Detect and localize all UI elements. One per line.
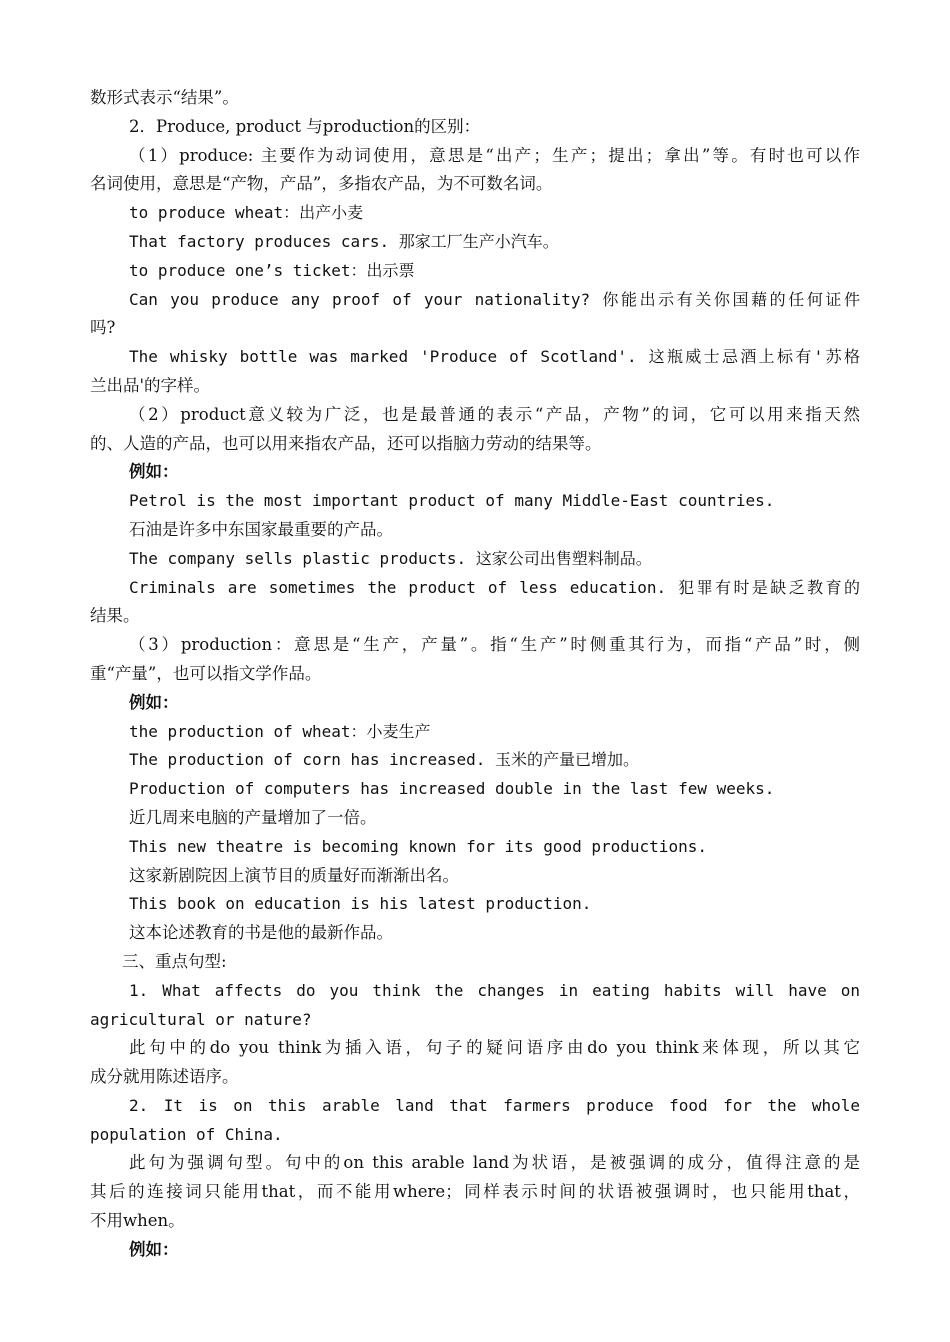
text-line: agricultural or nature?	[90, 1009, 312, 1029]
text-line: 数形式表示“结果”。	[90, 88, 239, 107]
text-line: 兰出品'的字样。	[90, 375, 211, 395]
text-line: 例如：	[129, 462, 179, 482]
text-line: to produce wheat：出产小麦	[129, 203, 364, 223]
text-line: to produce one’s ticket：出示票	[129, 260, 415, 280]
text-line: 近几周来电脑的产量增加了一倍。	[129, 807, 377, 827]
text-line: Production of computers has increased double in the last few weeks.	[129, 779, 775, 799]
text-line: （2）product意义较为广泛，也是最普通的表示“产品，产物”的词，它可以用来指天然	[129, 404, 860, 424]
text-line: 1. What affects do you think the changes in eating habits will have on	[129, 980, 860, 1000]
text-line: 例如：	[129, 692, 179, 712]
text-line: 2．Produce, product 与production的区别：	[129, 116, 481, 136]
text-line: The company sells plastic products. 这家公司出售塑料制品。	[129, 548, 652, 568]
text-line: The production of corn has increased. 玉米的产量已增加。	[129, 750, 640, 770]
text-line: That factory produces cars. 那家工厂生产小汽车。	[129, 231, 559, 251]
text-line: Can you produce any proof of your nationality? 你能出示有关你国藉的任何证件	[129, 289, 860, 309]
text-line: 名词使用，意思是“产物，产品”，多指农产品，为不可数名词。	[90, 174, 553, 194]
text-line: Criminals are sometimes the product of less education. 犯罪有时是缺乏教育的	[129, 577, 860, 597]
text-line: The whisky bottle was marked 'Produce of Scotland'. 这瓶威士忌酒上标有'苏格	[129, 347, 860, 367]
text-line: 2. It is on this arable land that farmers produce food for the whole	[129, 1095, 860, 1115]
text-line: 三、重点句型:	[122, 951, 227, 971]
text-line: 成分就用陈述语序。	[90, 1067, 239, 1087]
text-line: 重“产量”，也可以指文学作品。	[90, 663, 322, 683]
text-line: （3）production：意思是“生产，产量”。指“生产”时侧重其行为，而指“产品”时，侧	[129, 635, 860, 655]
text-line: 不用when。	[90, 1211, 185, 1231]
text-line: This new theatre is becoming known for its good productions.	[129, 836, 707, 856]
text-line: population of China.	[90, 1124, 283, 1144]
text-line: 这家新剧院因上演节目的质量好而渐渐出名。	[129, 865, 459, 885]
text-line: 石油是许多中东国家最重要的产品。	[129, 519, 393, 539]
text-line: 吗?	[90, 318, 116, 338]
text-line: This book on education is his latest production.	[129, 894, 592, 914]
text-line: 这本论述教育的书是他的最新作品。	[129, 923, 393, 943]
text-line: 此句中的do you think为插入语，句子的疑问语序由do you think来体现，所以其它	[129, 1038, 860, 1058]
document-page	[90, 84, 860, 1265]
text-line: the production of wheat：小麦生产	[129, 721, 431, 741]
text-line: 例如：	[129, 1239, 179, 1259]
text-line: 此句为强调句型。句中的on this arable land为状语，是被强调的成分，值得注意的是	[129, 1153, 860, 1173]
text-line: Petrol is the most important product of many Middle-East countries.	[129, 491, 775, 511]
text-line: 的、人造的产品，也可以用来指农产品，还可以指脑力劳动的结果等。	[90, 433, 602, 453]
text-line: 其后的连接词只能用that，而不能用where；同样表示时间的状语被强调时，也只能用that，	[90, 1182, 860, 1202]
text-line: （1）produce: 主要作为动词使用，意思是“出产；生产；提出；拿出”等。有时也可以作	[129, 145, 860, 165]
text-line: 结果。	[90, 606, 140, 626]
